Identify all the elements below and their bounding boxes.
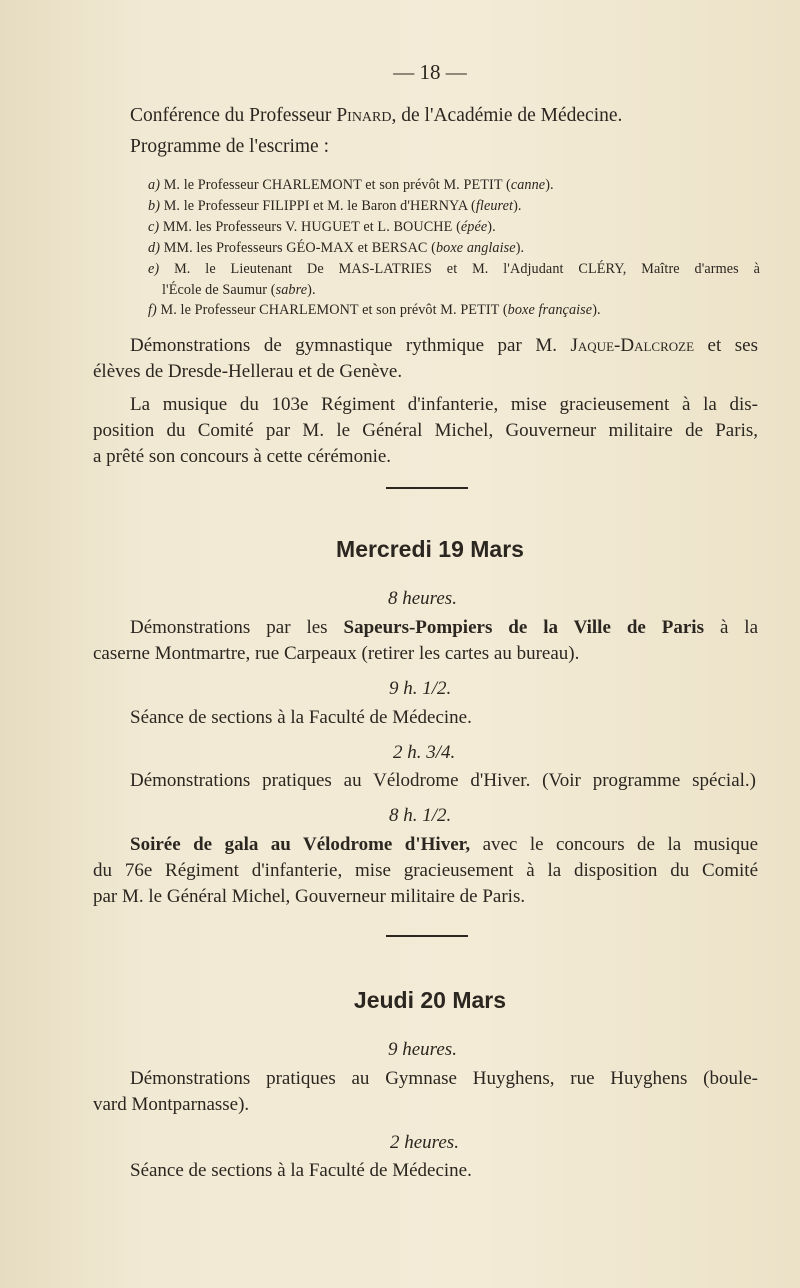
gala-line-1: Soirée de gala au Vélodrome d'Hiver, avec le concours de la musique (130, 834, 758, 855)
gala-line-3: par M. le Général Michel, Gouverneur militaire de Paris. (93, 886, 526, 907)
programme-title: Programme de l'escrime : (130, 136, 329, 157)
day1-time-3: 2 h. 3/4. (393, 742, 456, 763)
music-line-1: La musique du 103e Régiment d'infanterie, mise gracieusement à la dis- (130, 394, 758, 415)
conference-line: Conférence du Professeur Pinard, de l'Académie de Médecine. (130, 105, 623, 126)
gym-line-1: Démonstrations de gymnastique rythmique par M. Jaque-Dalcroze et ses (130, 335, 759, 356)
fencing-item-e-cont: l'École de Saumur (sabre). (162, 282, 316, 298)
page-number: — 18 — (393, 60, 467, 84)
day1-time-1: 8 heures. (388, 588, 457, 609)
fencing-item-a: a) M. le Professeur CHARLEMONT et son prévôt M. PETIT (canne). (148, 177, 554, 193)
day1-time-4: 8 h. 1/2. (389, 805, 452, 826)
fencing-item-d: d) MM. les Professeurs GÉO-MAX et BERSAC (boxe anglaise). (148, 240, 525, 256)
gala-bold: Soirée de gala au Vélodrome d'Hiver, (130, 834, 471, 855)
divider-2 (386, 935, 468, 937)
music-line-3: a prêté son concours à cette cérémonie. (93, 446, 392, 467)
gala-line-2: du 76e Régiment d'infanterie, mise gracieusement à la disposition du Comité (93, 860, 758, 881)
fencing-item-f: f) M. le Professeur CHARLEMONT et son prévôt M. PETIT (boxe française). (148, 302, 601, 318)
gymnase-line-1: Démonstrations pratiques au Gymnase Huyghens, rue Huyghens (boule- (130, 1068, 758, 1089)
fencing-item-b: b) M. le Professeur FILIPPI et M. le Baron d'HERNYA (fleuret). (148, 198, 522, 214)
day1-heading: Mercredi 19 Mars (336, 536, 524, 562)
pompiers-line-2: caserne Montmartre, rue Carpeaux (retirer les cartes au bureau). (93, 643, 580, 664)
gym-name: Jaque-Dalcroze (570, 335, 695, 356)
day1-time-2: 9 h. 1/2. (389, 678, 452, 699)
gym-line-2: élèves de Dresde-Hellerau et de Genève. (93, 361, 403, 382)
day2-seance: Séance de sections à la Faculté de Médecine. (130, 1160, 472, 1181)
day1-seance: Séance de sections à la Faculté de Médecine. (130, 707, 472, 728)
day1-velodrome: Démonstrations pratiques au Vélodrome d'Hiver. (Voir programme spécial.) (130, 770, 756, 791)
fencing-item-e: e) M. le Lieutenant De MAS-LATRIES et M. l'Adjudant CLÉRY, Maître d'armes à (148, 261, 760, 277)
day2-heading: Jeudi 20 Mars (353, 987, 507, 1013)
gymnase-line-2: vard Montparnasse). (93, 1094, 250, 1115)
day2-time-2: 2 heures. (390, 1132, 459, 1153)
day2-time-1: 9 heures. (388, 1039, 457, 1060)
pompiers-line-1: Démonstrations par les Sapeurs-Pompiers de la Ville de Paris à la (130, 617, 759, 638)
divider-1 (386, 487, 468, 489)
fencing-item-c: c) MM. les Professeurs V. HUGUET et L. BOUCHE (épée). (148, 219, 496, 235)
music-line-2: position du Comité par M. le Général Michel, Gouverneur militaire de Paris, (93, 420, 758, 441)
pompiers-bold: Sapeurs-Pompiers de la Ville de Paris (343, 617, 704, 638)
speaker-name: Pinard (336, 105, 392, 126)
